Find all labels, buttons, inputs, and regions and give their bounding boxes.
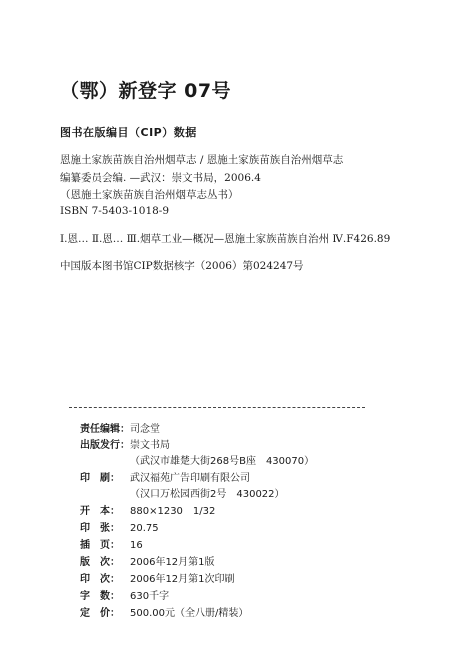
imprint-printing-value: 2006年12月第1次印刷: [130, 574, 235, 585]
imprint-words: [80, 587, 169, 602]
imprint-edition: [80, 553, 215, 568]
imprint-publisher-value: 崇文书局: [130, 440, 170, 451]
imprint-editor: [80, 420, 160, 435]
imprint-editor-label: 责任编辑：: [80, 424, 130, 435]
imprint-printing: [80, 570, 235, 585]
cip-heading: 图书在版编目（CIP）数据: [60, 126, 197, 139]
imprint-sheets: [80, 519, 159, 534]
imprint-sheets-label: 印 张：: [80, 523, 120, 534]
cip-series-line: （恩施土家族苗族自治州烟草志丛书）: [60, 189, 239, 201]
cip-isbn-line: ISBN 7-5403-1018-9: [60, 205, 170, 217]
imprint-editor-value: 司念堂: [130, 424, 160, 435]
imprint-price: [80, 604, 248, 619]
cip-editor-line: 编纂委员会编. —武汉：崇文书局，2006.4: [60, 172, 261, 184]
imprint-printing-label: 印 次：: [80, 574, 120, 585]
imprint-printer-address: （汉口万松园西街2号 430022）: [130, 489, 285, 500]
imprint-plates-label: 插 页：: [80, 540, 120, 551]
cip-title-line: 恩施土家族苗族自治州烟草志 / 恩施土家族苗族自治州烟草志: [60, 154, 344, 166]
imprint-edition-value: 2006年12月第1版: [130, 557, 215, 568]
imprint-printer-value: 武汉福苑广告印刷有限公司: [130, 473, 250, 484]
divider-rule: [69, 407, 365, 408]
imprint-format-value: 880×1230 1/32: [130, 506, 216, 517]
cip-number-line: 中国版本图书馆CIP数据核字（2006）第024247号: [60, 260, 304, 272]
imprint-sheets-value: 20.75: [130, 523, 159, 534]
imprint-plates: [80, 536, 143, 551]
imprint-printer: [80, 469, 250, 484]
imprint-format: [80, 502, 215, 517]
registration-number: （鄂）新登字 07号: [60, 80, 232, 102]
imprint-words-label: 字 数：: [80, 591, 120, 602]
imprint-words-value: 630千字: [130, 591, 170, 602]
imprint-plates-value: 16: [130, 540, 143, 551]
imprint-format-label: 开 本：: [80, 506, 120, 517]
imprint-price-value: 500.00元（全八册/精装）: [130, 608, 249, 619]
imprint-price-label: 定 价：: [80, 608, 120, 619]
imprint-printer-label: 印 刷：: [80, 473, 120, 484]
imprint-publisher: [80, 436, 170, 451]
cip-classification-line: Ⅰ.恩… Ⅱ.恩… Ⅲ.烟草工业—概况—恩施土家族苗族自治州 Ⅳ.F426.89: [60, 233, 391, 245]
imprint-publisher-address: （武汉市雄楚大街268号B座 430070）: [130, 456, 315, 467]
imprint-publisher-label: 出版发行：: [80, 440, 130, 451]
imprint-edition-label: 版 次：: [80, 557, 120, 568]
